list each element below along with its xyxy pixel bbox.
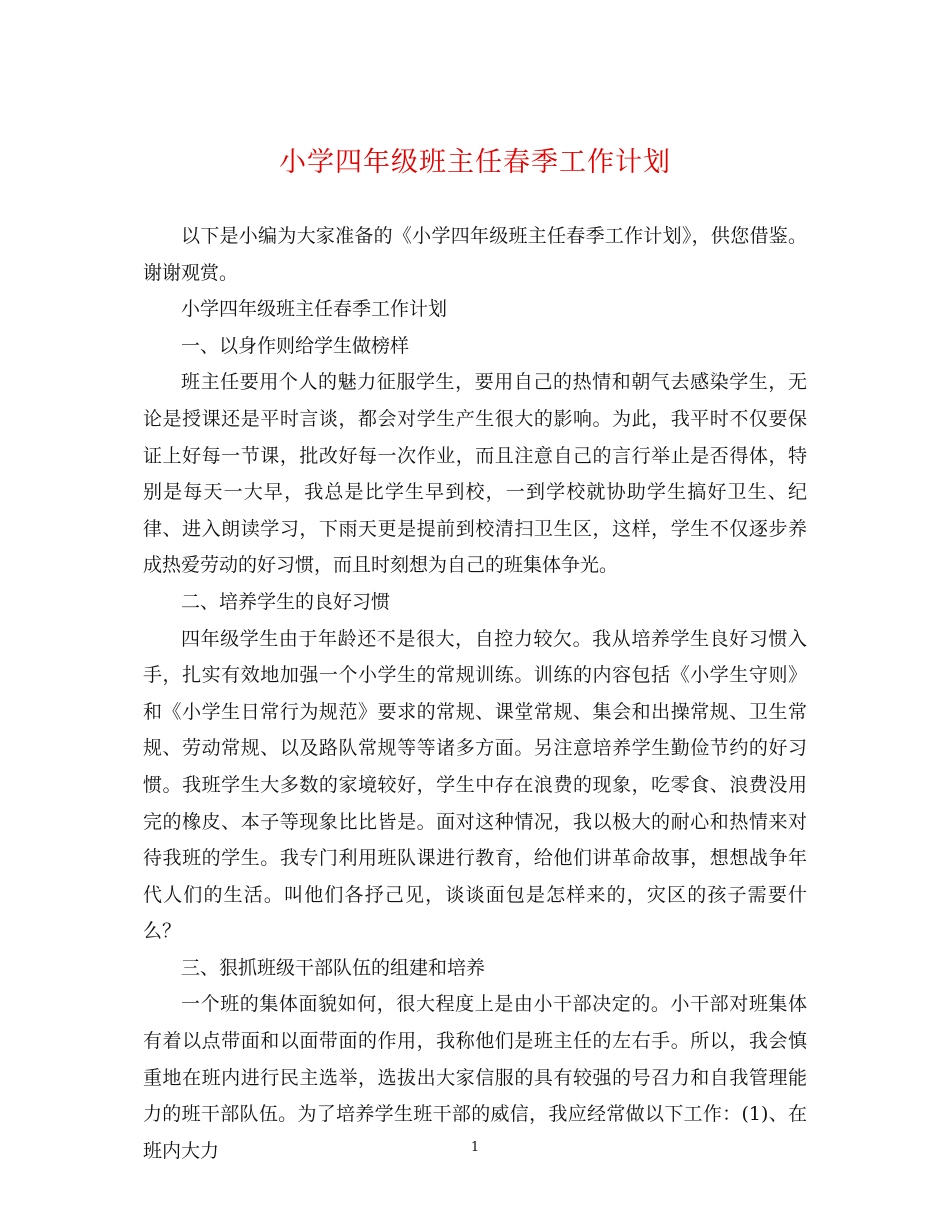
section-1-paragraph: 班主任要用个人的魅力征服学生，要用自己的热情和朝气去感染学生，无论是授课还是平时言谈，都会对学生产生很大的影响。为此，我平时不仅要保证上好每一节课，批改好每一次作业，而且注意自己的言行举止是否得体，特别是每天一大早，我总是比学生早到校，一到学校就协助学生搞好卫生、纪律、进入朗读学习，下雨天更是提前到校清扫卫生区，这样，学生不仅逐步养成热爱劳动的好习惯，而且时刻想为自己的班集体争光。 <box>143 371 807 577</box>
section-3-paragraph: 一个班的集体面貌如何，很大程度上是由小干部决定的。小干部对班集体有着以点带面和以面带面的作用，我称他们是班主任的左右手。所以，我会慎重地在班内进行民主选举，选拔出大家信服的具有较强的号召力和自我管理能力的班干部队伍。为了培养学生班干部的威信，我应经常做以下工作：(1)、在班内大力 <box>143 993 807 1162</box>
intro-paragraph: 以下是小编为大家准备的《小学四年级班主任春季工作计划》，供您借鉴。谢谢观赏。 <box>143 225 807 284</box>
section-2-paragraph: 四年级学生由于年龄还不是很大，自控力较欠。我从培养学生良好习惯入手，扎实有效地加强一个小学生的常规训练。训练的内容包括《小学生守则》和《小学生日常行为规范》要求的常规、课堂常规、集会和出操常规、卫生常规、劳动常规、以及路队常规等等诸多方面。另注意培养学生勤俭节约的好习惯。我班学生大多数的家境较好，学生中存在浪费的现象，吃零食、浪费没用完的橡皮、本子等现象比比皆是。面对这种情况，我以极大的耐心和热情来对待我班的学生。我专门利用班队课进行教育，给他们讲革命故事，想想战争年代人们的生活。叫他们各抒己见，谈谈面包是怎样来的，灾区的孩子需要什么？ <box>143 627 807 943</box>
page-number: 1 <box>470 1140 480 1155</box>
section-heading-1: 一、以身作则给学生做榜样 <box>181 334 410 357</box>
document-body <box>143 218 807 1169</box>
section-heading-3: 三、狠抓班级干部队伍的组建和培养 <box>181 956 486 979</box>
subtitle-paragraph: 小学四年级班主任春季工作计划 <box>181 298 448 321</box>
section-heading-2: 二、培养学生的良好习惯 <box>181 590 391 613</box>
document-title: 小学四年级班主任春季工作计划 <box>279 147 671 178</box>
